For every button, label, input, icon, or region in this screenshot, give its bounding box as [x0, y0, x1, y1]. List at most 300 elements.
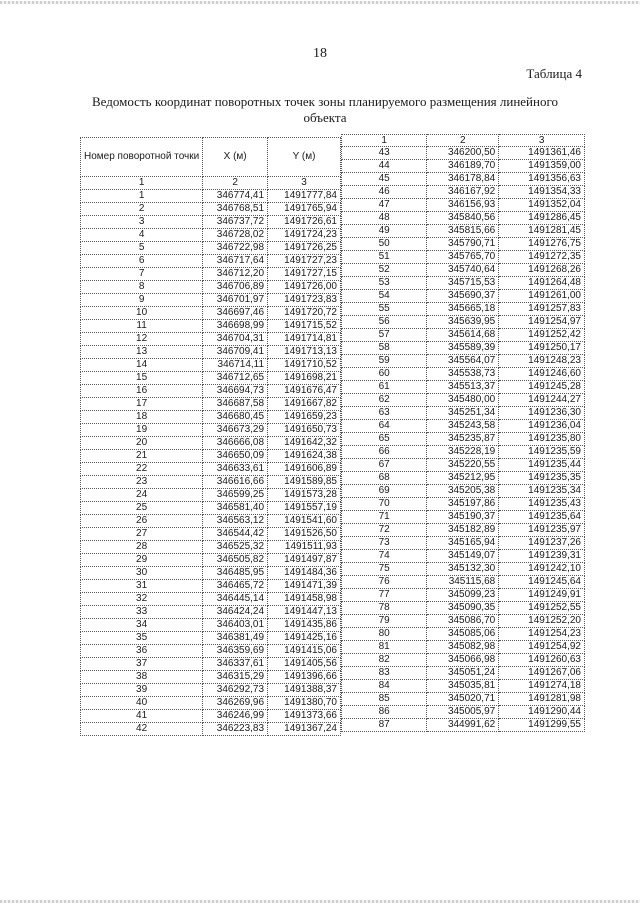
table-row	[81, 242, 341, 255]
x-coordinate-cell: 345765,70	[427, 251, 499, 264]
page-number: 18	[313, 46, 327, 61]
x-coordinate-cell: 346680,45	[203, 411, 268, 424]
y-coordinate-cell: 1491235,64	[499, 511, 585, 524]
x-coordinate-cell: 346712,65	[203, 372, 268, 385]
point-number-cell: 72	[342, 524, 427, 537]
y-coordinate-cell: 1491727,23	[268, 255, 341, 268]
y-coordinate-cell: 1491511,93	[268, 541, 341, 554]
x-coordinate-cell: 345205,38	[427, 485, 499, 498]
point-number-cell: 24	[81, 489, 203, 502]
point-number-cell: 5	[81, 242, 203, 255]
point-number-cell: 28	[81, 541, 203, 554]
point-number-cell: 47	[342, 199, 427, 212]
y-coordinate-cell: 1491249,91	[499, 589, 585, 602]
point-number-cell: 1	[81, 190, 203, 203]
y-coordinate-cell: 1491642,32	[268, 437, 341, 450]
x-coordinate-cell: 346687,58	[203, 398, 268, 411]
x-coordinate-cell: 345132,30	[427, 563, 499, 576]
x-coordinate-cell: 346403,01	[203, 619, 268, 632]
y-coordinate-cell: 1491268,26	[499, 264, 585, 277]
point-number-cell: 6	[81, 255, 203, 268]
point-number-cell: 25	[81, 502, 203, 515]
point-number-cell: 83	[342, 667, 427, 680]
y-coordinate-cell: 1491245,28	[499, 381, 585, 394]
point-number-cell: 9	[81, 294, 203, 307]
table-row	[81, 411, 341, 424]
y-coordinate-cell: 1491589,85	[268, 476, 341, 489]
x-coordinate-cell: 345051,24	[427, 667, 499, 680]
x-coordinate-cell: 346599,25	[203, 489, 268, 502]
x-coordinate-cell: 345790,71	[427, 238, 499, 251]
point-number-cell: 67	[342, 459, 427, 472]
table-row	[81, 333, 341, 346]
y-coordinate-cell: 1491244,27	[499, 394, 585, 407]
table-row	[342, 628, 585, 641]
table-row	[81, 580, 341, 593]
y-coordinate-cell: 1491235,34	[499, 485, 585, 498]
point-number-cell: 3	[81, 216, 203, 229]
y-coordinate-cell: 1491286,45	[499, 212, 585, 225]
x-coordinate-cell: 346465,72	[203, 580, 268, 593]
x-coordinate-cell: 345690,37	[427, 290, 499, 303]
y-coordinate-cell: 1491235,35	[499, 472, 585, 485]
document-title: Ведомость координат поворотных точек зоны планируемого размещения линейного объекта	[92, 94, 558, 125]
x-coordinate-cell: 346544,42	[203, 528, 268, 541]
column-number: 1	[81, 177, 203, 190]
y-coordinate-cell: 1491435,86	[268, 619, 341, 632]
x-coordinate-cell: 345066,98	[427, 654, 499, 667]
point-number-cell: 36	[81, 645, 203, 658]
x-coordinate-cell: 346722,98	[203, 242, 268, 255]
x-coordinate-cell: 344991,62	[427, 719, 499, 732]
x-coordinate-cell: 346704,31	[203, 333, 268, 346]
y-coordinate-cell: 1491723,83	[268, 294, 341, 307]
y-coordinate-cell: 1491484,36	[268, 567, 341, 580]
point-number-cell: 79	[342, 615, 427, 628]
y-coordinate-cell: 1491245,64	[499, 576, 585, 589]
table-row	[81, 294, 341, 307]
left-table-body	[81, 190, 341, 736]
y-coordinate-cell: 1491541,60	[268, 515, 341, 528]
point-number-cell: 31	[81, 580, 203, 593]
point-number-cell: 59	[342, 355, 427, 368]
y-coordinate-cell: 1491676,47	[268, 385, 341, 398]
x-coordinate-cell: 345614,68	[427, 329, 499, 342]
table-row	[342, 290, 585, 303]
x-coordinate-cell: 346697,46	[203, 307, 268, 320]
point-number-cell: 10	[81, 307, 203, 320]
table-row	[81, 632, 341, 645]
point-number-cell: 11	[81, 320, 203, 333]
x-coordinate-cell: 345639,95	[427, 316, 499, 329]
x-coordinate-cell: 346315,29	[203, 671, 268, 684]
table-row	[81, 684, 341, 697]
table-header-row	[81, 138, 341, 177]
point-number-cell: 62	[342, 394, 427, 407]
point-number-cell: 54	[342, 290, 427, 303]
x-coordinate-cell: 346337,61	[203, 658, 268, 671]
x-coordinate-cell: 346563,12	[203, 515, 268, 528]
point-number-cell: 27	[81, 528, 203, 541]
y-coordinate-cell: 1491261,00	[499, 290, 585, 303]
y-coordinate-cell: 1491299,55	[499, 719, 585, 732]
x-coordinate-cell: 346381,49	[203, 632, 268, 645]
point-number-cell: 16	[81, 385, 203, 398]
column-numbers-row	[342, 135, 585, 147]
table-row	[81, 463, 341, 476]
point-number-cell: 35	[81, 632, 203, 645]
header-y: Y (м)	[268, 138, 341, 177]
point-number-cell: 50	[342, 238, 427, 251]
point-number-cell: 38	[81, 671, 203, 684]
x-coordinate-cell: 346633,61	[203, 463, 268, 476]
table-row	[81, 645, 341, 658]
scan-edge-bottom	[0, 900, 640, 903]
x-coordinate-cell: 345538,73	[427, 368, 499, 381]
point-number-cell: 39	[81, 684, 203, 697]
point-number-cell: 64	[342, 420, 427, 433]
point-number-cell: 4	[81, 229, 203, 242]
x-coordinate-cell: 346694,73	[203, 385, 268, 398]
table-row	[81, 229, 341, 242]
point-number-cell: 30	[81, 567, 203, 580]
y-coordinate-cell: 1491281,98	[499, 693, 585, 706]
point-number-cell: 18	[81, 411, 203, 424]
y-coordinate-cell: 1491497,87	[268, 554, 341, 567]
table-row	[342, 329, 585, 342]
x-coordinate-cell: 346156,93	[427, 199, 499, 212]
y-coordinate-cell: 1491274,18	[499, 680, 585, 693]
point-number-cell: 76	[342, 576, 427, 589]
point-number-cell: 81	[342, 641, 427, 654]
point-number-cell: 78	[342, 602, 427, 615]
y-coordinate-cell: 1491254,23	[499, 628, 585, 641]
table-row	[81, 658, 341, 671]
point-number-cell: 73	[342, 537, 427, 550]
point-number-cell: 56	[342, 316, 427, 329]
table-row	[81, 320, 341, 333]
x-coordinate-cell: 346178,84	[427, 173, 499, 186]
y-coordinate-cell: 1491235,80	[499, 433, 585, 446]
table-row	[342, 407, 585, 420]
table-row	[81, 697, 341, 710]
point-number-cell: 44	[342, 160, 427, 173]
x-coordinate-cell: 346714,11	[203, 359, 268, 372]
x-coordinate-cell: 345589,39	[427, 342, 499, 355]
table-row	[81, 593, 341, 606]
y-coordinate-cell: 1491276,75	[499, 238, 585, 251]
table-row	[81, 398, 341, 411]
point-number-cell: 48	[342, 212, 427, 225]
y-coordinate-cell: 1491359,00	[499, 160, 585, 173]
table-row	[342, 654, 585, 667]
point-number-cell: 26	[81, 515, 203, 528]
y-coordinate-cell: 1491252,20	[499, 615, 585, 628]
point-number-cell: 45	[342, 173, 427, 186]
point-number-cell: 37	[81, 658, 203, 671]
table-row	[81, 450, 341, 463]
point-number-cell: 32	[81, 593, 203, 606]
y-coordinate-cell: 1491246,60	[499, 368, 585, 381]
table-row	[342, 589, 585, 602]
table-row	[342, 277, 585, 290]
y-coordinate-cell: 1491252,42	[499, 329, 585, 342]
point-number-cell: 19	[81, 424, 203, 437]
y-coordinate-cell: 1491388,37	[268, 684, 341, 697]
table-row	[342, 459, 585, 472]
table-row	[342, 615, 585, 628]
table-row	[342, 316, 585, 329]
table-row	[81, 671, 341, 684]
x-coordinate-cell: 345480,00	[427, 394, 499, 407]
y-coordinate-cell: 1491720,72	[268, 307, 341, 320]
table-row	[342, 394, 585, 407]
table-row	[342, 550, 585, 563]
y-coordinate-cell: 1491356,63	[499, 173, 585, 186]
y-coordinate-cell: 1491650,73	[268, 424, 341, 437]
x-coordinate-cell: 346424,24	[203, 606, 268, 619]
y-coordinate-cell: 1491260,63	[499, 654, 585, 667]
point-number-cell: 22	[81, 463, 203, 476]
x-coordinate-cell: 346167,92	[427, 186, 499, 199]
y-coordinate-cell: 1491267,06	[499, 667, 585, 680]
x-coordinate-cell: 345815,66	[427, 225, 499, 238]
y-coordinate-cell: 1491726,00	[268, 281, 341, 294]
point-number-cell: 69	[342, 485, 427, 498]
point-number-cell: 2	[81, 203, 203, 216]
point-number-cell: 29	[81, 554, 203, 567]
point-number-cell: 21	[81, 450, 203, 463]
point-number-cell: 82	[342, 654, 427, 667]
y-coordinate-cell: 1491354,33	[499, 186, 585, 199]
table-row	[342, 264, 585, 277]
point-number-cell: 74	[342, 550, 427, 563]
x-coordinate-cell: 345715,53	[427, 277, 499, 290]
x-coordinate-cell: 346581,40	[203, 502, 268, 515]
point-number-cell: 20	[81, 437, 203, 450]
x-coordinate-cell: 345099,23	[427, 589, 499, 602]
point-number-cell: 8	[81, 281, 203, 294]
column-number: 3	[499, 135, 585, 147]
x-coordinate-cell: 346525,32	[203, 541, 268, 554]
point-number-cell: 15	[81, 372, 203, 385]
table-row	[342, 251, 585, 264]
point-number-cell: 57	[342, 329, 427, 342]
table-row	[81, 476, 341, 489]
point-number-cell: 75	[342, 563, 427, 576]
x-coordinate-cell: 345190,37	[427, 511, 499, 524]
x-coordinate-cell: 346292,73	[203, 684, 268, 697]
table-row	[81, 710, 341, 723]
point-number-cell: 49	[342, 225, 427, 238]
coordinates-table-left	[80, 137, 341, 736]
y-coordinate-cell: 1491710,52	[268, 359, 341, 372]
y-coordinate-cell: 1491272,35	[499, 251, 585, 264]
x-coordinate-cell: 345115,68	[427, 576, 499, 589]
table-row	[81, 359, 341, 372]
x-coordinate-cell: 345197,86	[427, 498, 499, 511]
point-number-cell: 86	[342, 706, 427, 719]
y-coordinate-cell: 1491624,38	[268, 450, 341, 463]
y-coordinate-cell: 1491765,94	[268, 203, 341, 216]
x-coordinate-cell: 345220,55	[427, 459, 499, 472]
coordinates-table-right	[341, 134, 585, 732]
table-row	[342, 355, 585, 368]
point-number-cell: 60	[342, 368, 427, 381]
y-coordinate-cell: 1491726,25	[268, 242, 341, 255]
table-row	[81, 489, 341, 502]
table-row	[81, 502, 341, 515]
table-row	[342, 238, 585, 251]
table-row	[81, 190, 341, 203]
y-coordinate-cell: 1491236,04	[499, 420, 585, 433]
y-coordinate-cell: 1491458,98	[268, 593, 341, 606]
y-coordinate-cell: 1491659,23	[268, 411, 341, 424]
x-coordinate-cell: 346505,82	[203, 554, 268, 567]
point-number-cell: 77	[342, 589, 427, 602]
y-coordinate-cell: 1491254,97	[499, 316, 585, 329]
table-row	[81, 619, 341, 632]
point-number-cell: 85	[342, 693, 427, 706]
table-row	[81, 385, 341, 398]
table-row	[342, 186, 585, 199]
x-coordinate-cell: 346189,70	[427, 160, 499, 173]
table-row	[81, 281, 341, 294]
table-row	[342, 147, 585, 160]
x-coordinate-cell: 345090,35	[427, 602, 499, 615]
table-row	[81, 216, 341, 229]
y-coordinate-cell: 1491237,26	[499, 537, 585, 550]
column-number: 2	[203, 177, 268, 190]
table-row	[81, 528, 341, 541]
x-coordinate-cell: 346359,69	[203, 645, 268, 658]
table-row	[342, 433, 585, 446]
y-coordinate-cell: 1491250,17	[499, 342, 585, 355]
x-coordinate-cell: 346768,51	[203, 203, 268, 216]
table-row	[342, 602, 585, 615]
point-number-cell: 12	[81, 333, 203, 346]
table-row	[81, 268, 341, 281]
y-coordinate-cell: 1491290,44	[499, 706, 585, 719]
table-row	[342, 173, 585, 186]
table-row	[342, 498, 585, 511]
x-coordinate-cell: 345840,56	[427, 212, 499, 225]
y-coordinate-cell: 1491367,24	[268, 723, 341, 736]
x-coordinate-cell: 346616,66	[203, 476, 268, 489]
table-row	[342, 212, 585, 225]
y-coordinate-cell: 1491257,83	[499, 303, 585, 316]
column-number: 3	[268, 177, 341, 190]
point-number-cell: 53	[342, 277, 427, 290]
point-number-cell: 17	[81, 398, 203, 411]
table-row	[81, 554, 341, 567]
table-row	[81, 437, 341, 450]
column-number: 1	[342, 135, 427, 147]
y-coordinate-cell: 1491281,45	[499, 225, 585, 238]
header-point-number: Номер поворотной точки	[81, 138, 203, 177]
table-row	[81, 346, 341, 359]
right-table-body	[342, 147, 585, 732]
y-coordinate-cell: 1491727,15	[268, 268, 341, 281]
table-row	[81, 372, 341, 385]
table-row	[81, 606, 341, 619]
x-coordinate-cell: 346666,08	[203, 437, 268, 450]
table-row	[81, 307, 341, 320]
point-number-cell: 41	[81, 710, 203, 723]
y-coordinate-cell: 1491236,30	[499, 407, 585, 420]
point-number-cell: 23	[81, 476, 203, 489]
y-coordinate-cell: 1491405,56	[268, 658, 341, 671]
table-row	[342, 303, 585, 316]
y-coordinate-cell: 1491726,61	[268, 216, 341, 229]
point-number-cell: 65	[342, 433, 427, 446]
x-coordinate-cell: 345228,19	[427, 446, 499, 459]
table-row	[81, 541, 341, 554]
table-row	[342, 225, 585, 238]
point-number-cell: 84	[342, 680, 427, 693]
table-row	[342, 446, 585, 459]
x-coordinate-cell: 345665,18	[427, 303, 499, 316]
y-coordinate-cell: 1491235,97	[499, 524, 585, 537]
y-coordinate-cell: 1491254,92	[499, 641, 585, 654]
table-row	[342, 641, 585, 654]
y-coordinate-cell: 1491252,55	[499, 602, 585, 615]
y-coordinate-cell: 1491713,13	[268, 346, 341, 359]
x-coordinate-cell: 345740,64	[427, 264, 499, 277]
table-row	[342, 420, 585, 433]
y-coordinate-cell: 1491235,43	[499, 498, 585, 511]
x-coordinate-cell: 346698,99	[203, 320, 268, 333]
table-row	[342, 472, 585, 485]
point-number-cell: 46	[342, 186, 427, 199]
point-number-cell: 33	[81, 606, 203, 619]
point-number-cell: 63	[342, 407, 427, 420]
point-number-cell: 34	[81, 619, 203, 632]
x-coordinate-cell: 345165,94	[427, 537, 499, 550]
point-number-cell: 52	[342, 264, 427, 277]
header-x: X (м)	[203, 138, 268, 177]
y-coordinate-cell: 1491235,44	[499, 459, 585, 472]
y-coordinate-cell: 1491573,28	[268, 489, 341, 502]
table-row	[342, 524, 585, 537]
x-coordinate-cell: 346223,83	[203, 723, 268, 736]
x-coordinate-cell: 346246,99	[203, 710, 268, 723]
point-number-cell: 68	[342, 472, 427, 485]
table-row	[342, 368, 585, 381]
y-coordinate-cell: 1491396,66	[268, 671, 341, 684]
point-number-cell: 43	[342, 147, 427, 160]
x-coordinate-cell: 345020,71	[427, 693, 499, 706]
table-row	[81, 424, 341, 437]
x-coordinate-cell: 345035,81	[427, 680, 499, 693]
table-row	[342, 199, 585, 212]
x-coordinate-cell: 346737,72	[203, 216, 268, 229]
x-coordinate-cell: 346485,95	[203, 567, 268, 580]
table-row	[81, 515, 341, 528]
point-number-cell: 55	[342, 303, 427, 316]
x-coordinate-cell: 345235,87	[427, 433, 499, 446]
x-coordinate-cell: 346701,97	[203, 294, 268, 307]
table-row	[342, 485, 585, 498]
table-row	[342, 511, 585, 524]
column-numbers-row	[81, 177, 341, 190]
point-number-cell: 14	[81, 359, 203, 372]
y-coordinate-cell: 1491471,39	[268, 580, 341, 593]
table-row	[81, 567, 341, 580]
y-coordinate-cell: 1491380,70	[268, 697, 341, 710]
x-coordinate-cell: 345513,37	[427, 381, 499, 394]
y-coordinate-cell: 1491667,82	[268, 398, 341, 411]
